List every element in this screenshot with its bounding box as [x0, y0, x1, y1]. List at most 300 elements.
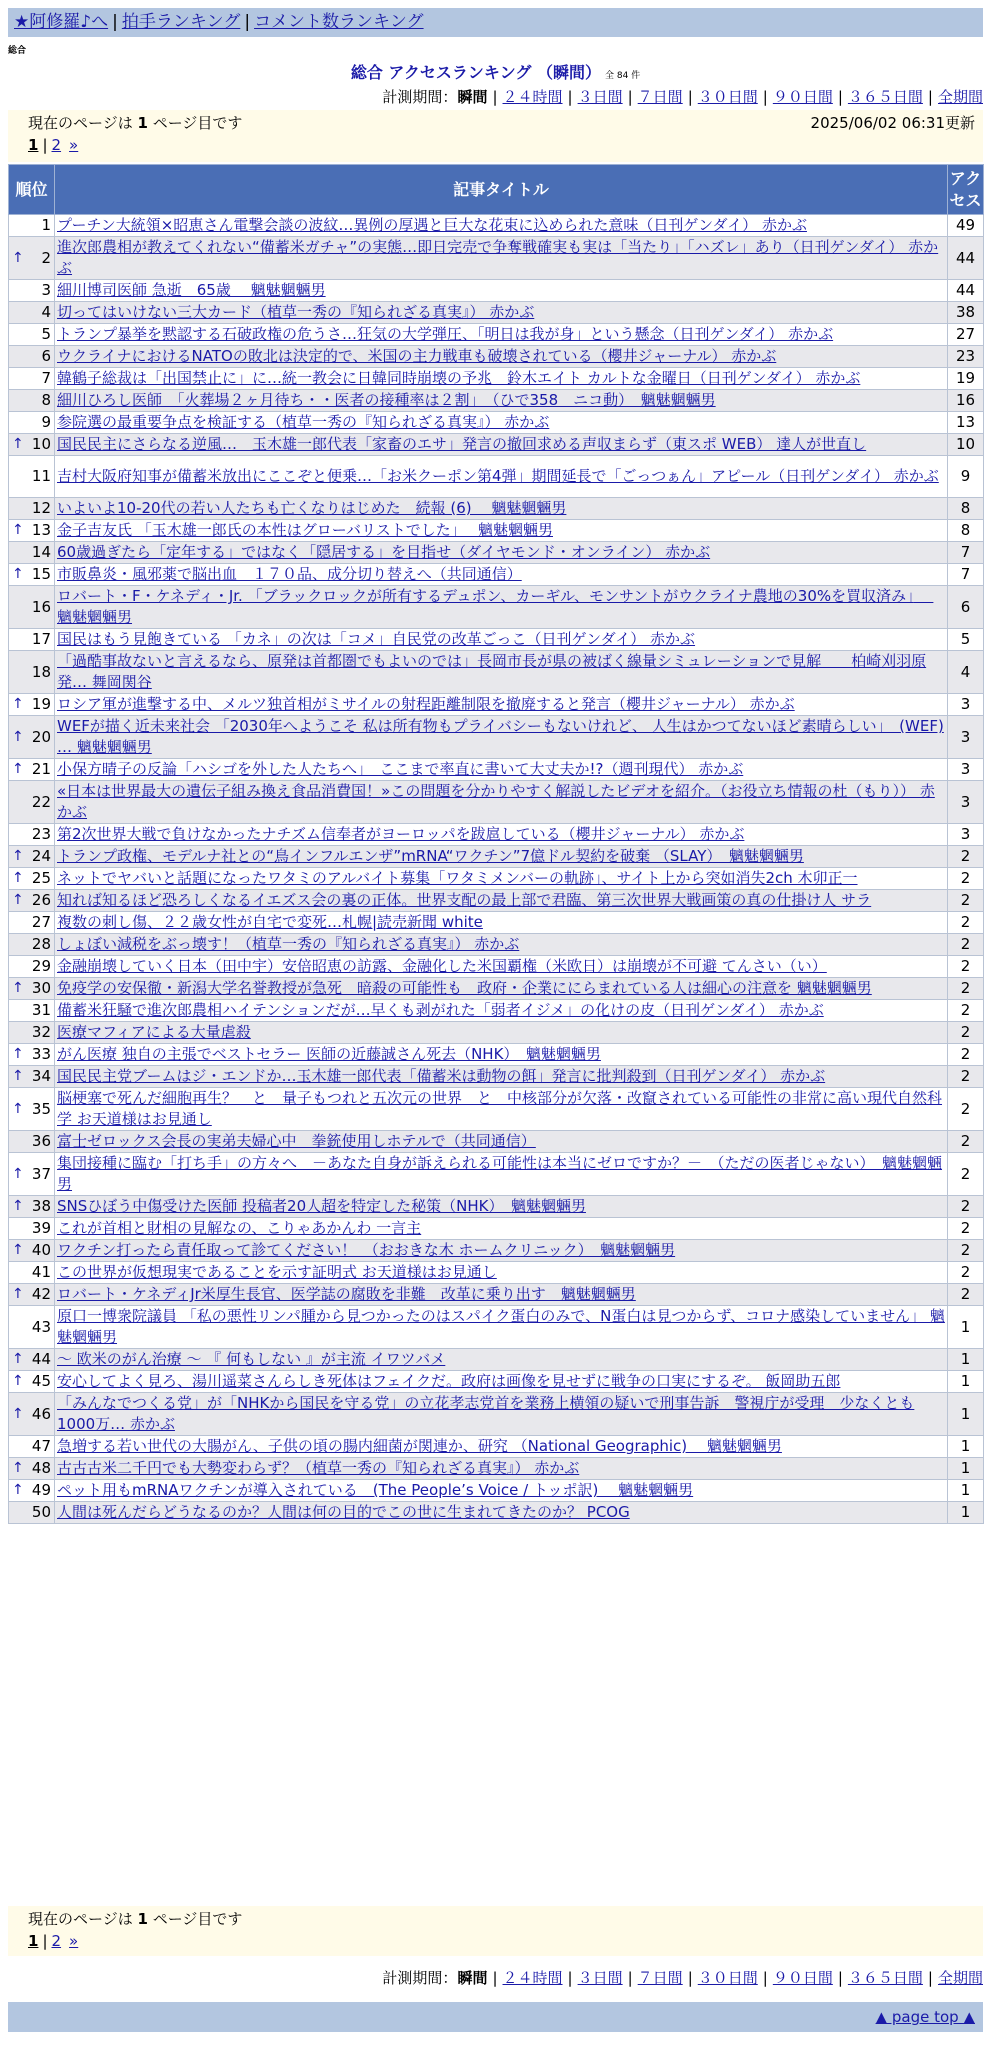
- access-count: 38: [948, 302, 984, 324]
- up-arrow-icon: ↑: [12, 1351, 24, 1367]
- table-row: [9, 694, 984, 716]
- nav-link-applause-ranking[interactable]: 拍手ランキング: [121, 12, 241, 32]
- period-link-30d[interactable]: ３０日間: [697, 88, 758, 106]
- table-row: [9, 1262, 984, 1284]
- article-title-link[interactable]: 国民民主にさらなる逆風… 玉木雄一郎代表「家畜のエサ」発言の撤回求める声収まらず（東スポ WEB） 達人が世直し: [57, 435, 867, 453]
- rank-number: 3: [41, 281, 51, 299]
- rank-number: 44: [31, 1350, 51, 1368]
- rank-number: 20: [31, 727, 51, 746]
- access-count: 1: [948, 1502, 984, 1524]
- table-row: [9, 934, 984, 956]
- title-cell: [55, 542, 948, 564]
- rank-number: 38: [31, 1197, 51, 1215]
- table-row: [9, 456, 984, 498]
- access-count: 7: [948, 564, 984, 586]
- access-count: 23: [948, 346, 984, 368]
- access-count: 2: [948, 978, 984, 1000]
- access-count: 3: [948, 781, 984, 824]
- period-link-3d[interactable]: ３日間: [577, 88, 623, 106]
- table-row: [9, 1196, 984, 1218]
- rank-number: 35: [31, 1099, 51, 1118]
- rank-cell: [9, 1066, 55, 1088]
- rank-number: 17: [31, 630, 51, 648]
- pagination-bottom: 1 | 2 »: [28, 1932, 79, 1950]
- title-cell: [55, 215, 948, 237]
- table-row: [9, 412, 984, 434]
- table-row: [9, 1088, 984, 1131]
- access-count: 9: [948, 456, 984, 498]
- article-title-link[interactable]: 細川ひろし医師 「火葬場２ヶ月待ち・・医者の接種率は２割」 （ひで358 ニコ動） 魑魅魍魎男: [57, 391, 716, 409]
- rank-cell: [9, 215, 55, 237]
- rank-cell: [9, 542, 55, 564]
- rank-number: 41: [31, 1263, 51, 1281]
- article-title-link[interactable]: この世界が仮想現実であることを示す証明式 お天道様はお見通し: [57, 1263, 497, 1281]
- access-count: 2: [948, 846, 984, 868]
- table-row: [9, 1480, 984, 1502]
- rank-cell: [9, 434, 55, 456]
- rank-number: 37: [31, 1164, 51, 1183]
- rank-cell: [9, 1022, 55, 1044]
- pager-top: [8, 110, 983, 162]
- article-title-link[interactable]: がん医療 独自の主張でベストセラー 医師の近藤誠さん死去（NHK） 魑魅魍魎男: [57, 1045, 601, 1063]
- article-title-link[interactable]: これが首相と財相の見解なの、こりゃあかんわ 一言主: [57, 1219, 422, 1237]
- article-title-link[interactable]: 国民はもう見飽きている 「カネ」の次は「コメ」自民党の改革ごっこ（日刊ゲンダイ） 赤かぶ: [57, 630, 696, 648]
- table-row: [9, 912, 984, 934]
- rank-cell: [9, 781, 55, 824]
- title-cell: [55, 1436, 948, 1458]
- rank-number: 6: [41, 347, 51, 365]
- article-title-link[interactable]: トランプ政権、モデルナ社との“鳥インフルエンザ”mRNA“ワクチン”7億ドル契約を破棄 （SLAY） 魑魅魍魎男: [57, 847, 804, 865]
- rank-cell: [9, 1480, 55, 1502]
- article-title-link[interactable]: ロバート・ケネディJr米厚生長官、医学誌の腐敗を非難 改革に乗り出す 魑魅魍魎男: [57, 1285, 636, 1303]
- article-title-link[interactable]: WEFが描く近未来社会 「2030年へようこそ 私は所有物もプライバシーもないけれど、 人生はかつてないほど素晴らしい」 (WEF) … 魑魅魍魎男: [57, 717, 944, 756]
- rank-number: 4: [41, 303, 51, 321]
- access-count: 2: [948, 912, 984, 934]
- article-title-link[interactable]: 集団接種に臨む「打ち手」の方々へ －あなた自身が訴えられる可能性は本当にゼロですか？－ （ただの医者じゃない） 魑魅魍魎男: [57, 1154, 943, 1193]
- table-row: [9, 759, 984, 781]
- rank-cell: [9, 1153, 55, 1196]
- article-title-link[interactable]: 60歳過ぎたら「定年する」ではなく「隠居する」を目指せ（ダイヤモンド・オンライン） 赤かぶ: [57, 543, 711, 561]
- period-label: 計測期間：: [382, 88, 458, 106]
- rank-cell: [9, 1371, 55, 1393]
- access-count: 2: [948, 1044, 984, 1066]
- title-cell: [55, 846, 948, 868]
- up-arrow-icon: ↑: [12, 1198, 24, 1214]
- table-row: [9, 302, 984, 324]
- article-title-link[interactable]: ロシア軍が進撃する中、メルツ独首相がミサイルの射程距離制限を撤廃すると発言（櫻井ジャーナル） 赤かぶ: [57, 695, 795, 713]
- rank-number: 16: [31, 597, 51, 616]
- title-cell: [55, 694, 948, 716]
- title-cell: [55, 302, 948, 324]
- rank-number: 43: [31, 1317, 51, 1336]
- rank-cell: [9, 302, 55, 324]
- page-1-current: 1: [28, 1932, 39, 1950]
- table-row: [9, 651, 984, 694]
- access-count: 5: [948, 629, 984, 651]
- article-title-link[interactable]: プーチン大統領×昭恵さん電撃会談の波紋…異例の厚遇と巨大な花束に込められた意味（日刊ゲンダイ） 赤かぶ: [57, 216, 807, 234]
- table-row: [9, 1502, 984, 1524]
- access-count: 44: [948, 280, 984, 302]
- access-count: 10: [948, 434, 984, 456]
- rank-cell: [9, 1044, 55, 1066]
- up-arrow-icon: ↑: [12, 848, 24, 864]
- table-row: [9, 1371, 984, 1393]
- article-title-link[interactable]: 金融崩壊していく日本（田中宇）安倍昭恵の訪露、金融化した米国覇権（米欧日）は崩壊が不可避 てんさい（い）: [57, 957, 827, 975]
- table-row: [9, 1022, 984, 1044]
- access-count: 44: [948, 237, 984, 280]
- title-cell: [55, 1218, 948, 1240]
- title-cell: [55, 324, 948, 346]
- article-title-link[interactable]: ロバート・F・ケネディ・Jr. 「ブラックロックが所有するデュポン、カーギル、モンサントがウクライナ農地の30%を買収済み」 魑魅魍魎男: [57, 587, 934, 626]
- article-title-link[interactable]: いよいよ10-20代の若い人たちも亡くなりはじめた 続報 (6) 魑魅魍魎男: [57, 499, 567, 517]
- article-title-link[interactable]: SNSひぼう中傷受けた医師 投稿者20人超を特定した秘策（NHK） 魑魅魍魎男: [57, 1197, 586, 1215]
- access-count: 16: [948, 390, 984, 412]
- article-title-link[interactable]: しょぼい減税をぶっ壊す！（植草一秀の『知られざる真実』） 赤かぶ: [57, 935, 520, 953]
- table-row: [9, 520, 984, 542]
- title-cell: [55, 868, 948, 890]
- article-title-link[interactable]: 人間は死んだらどうなるのか？人間は何の目的でこの世に生まれてきたのか？ PCOG: [57, 1503, 630, 1521]
- access-count: 2: [948, 1066, 984, 1088]
- title-cell: [55, 1349, 948, 1371]
- rank-number: 24: [31, 847, 51, 865]
- access-count: 2: [948, 934, 984, 956]
- table-row: [9, 1131, 984, 1153]
- up-arrow-icon: ↑: [12, 1460, 24, 1476]
- nav-separator: |: [112, 12, 118, 32]
- rank-number: 30: [31, 979, 51, 997]
- table-row: [9, 824, 984, 846]
- rank-number: 8: [41, 391, 51, 409]
- access-count: 1: [948, 1458, 984, 1480]
- period-current: 瞬間: [457, 1969, 488, 1987]
- table-row: [9, 781, 984, 824]
- title-cell: [55, 520, 948, 542]
- article-title-link[interactable]: 原口一博衆院議員 「私の悪性リンパ腫から見つかったのはスパイク蛋白のみで、N蛋白は見つからず、コロナ感染していません」 魑魅魍魎男: [57, 1307, 945, 1346]
- rank-cell: [9, 390, 55, 412]
- access-count: 2: [948, 1000, 984, 1022]
- access-count: 2: [948, 1088, 984, 1131]
- title-cell: [55, 759, 948, 781]
- period-link-7d[interactable]: ７日間: [637, 1969, 683, 1987]
- title-cell: [55, 824, 948, 846]
- access-count: 1: [948, 1306, 984, 1349]
- article-title-link[interactable]: «日本は世界最大の遺伝子組み換え食品消費国！»この問題を分かりやすく解説したビデオを紹介。（お役立ち情報の杜（もり）） 赤かぶ: [57, 782, 935, 821]
- title-cell: [55, 1044, 948, 1066]
- access-count: 4: [948, 651, 984, 694]
- title-cell: [55, 1262, 948, 1284]
- table-row: [9, 324, 984, 346]
- rank-number: 1: [41, 216, 51, 234]
- period-link-all[interactable]: 全期間: [937, 1969, 983, 1987]
- title-cell: [55, 956, 948, 978]
- bottom-bar: [8, 2002, 983, 2032]
- article-title-link[interactable]: ～ 欧米のがん治療 ～ 『 何もしない 』が主流 イワツバメ: [57, 1350, 446, 1368]
- period-link-30d[interactable]: ３０日間: [697, 1969, 758, 1987]
- access-count: 2: [948, 1218, 984, 1240]
- period-current: 瞬間: [457, 88, 488, 106]
- period-link-24h[interactable]: ２４時間: [502, 1969, 563, 1987]
- rank-cell: [9, 1284, 55, 1306]
- period-link-24h[interactable]: ２４時間: [502, 88, 563, 106]
- article-title-link[interactable]: 第2次世界大戦で負けなかったナチズム信奉者がヨーロッパを跋扈している（櫻井ジャーナル） 赤かぶ: [57, 825, 745, 843]
- article-title-link[interactable]: 免疫学の安保徹・新潟大学名誉教授が急死 暗殺の可能性も 政府・企業ににらまれている人は細心の注意を 魑魅魍魎男: [57, 979, 872, 997]
- article-title-link[interactable]: 富士ゼロックス会長の実弟夫婦心中 拳銃使用しホテルで（共同通信）: [57, 1132, 536, 1150]
- article-title-link[interactable]: ウクライナにおけるNATOの敗北は決定的で、米国の主力戦車も破壊されている（櫻井ジャーナル） 赤かぶ: [57, 347, 777, 365]
- access-count: 1: [948, 1436, 984, 1458]
- rank-cell: [9, 978, 55, 1000]
- rank-cell: [9, 586, 55, 629]
- article-title-link[interactable]: 脳梗塞で死んだ細胞再生？ と 量子もつれと五次元の世界 と 中核部分が欠落・改竄されている可能性の非常に高い現代自然科学 お天道様はお見通し: [57, 1089, 943, 1128]
- period-link-90d[interactable]: ９０日間: [772, 88, 833, 106]
- rank-cell: [9, 1306, 55, 1349]
- article-title-link[interactable]: 金子吉友氏 「玉木雄一郎氏の本性はグローバリストでした」 魑魅魍魎男: [57, 521, 553, 539]
- access-count: 2: [948, 1131, 984, 1153]
- up-arrow-icon: ↑: [12, 1165, 24, 1182]
- access-count: 49: [948, 215, 984, 237]
- article-title-link[interactable]: 細川博司医師 急逝 65歳 魑魅魍魎男: [57, 281, 326, 299]
- table-row: [9, 1458, 984, 1480]
- table-row: [9, 1240, 984, 1262]
- up-arrow-icon: ↑: [12, 566, 24, 582]
- access-count: 2: [948, 868, 984, 890]
- rank-number: 13: [31, 521, 51, 539]
- page-top-link[interactable]: ▲ page top ▲: [875, 2008, 975, 2026]
- current-page-text: 現在のページは 1 ページ目です: [28, 114, 243, 132]
- rank-number: 46: [31, 1404, 51, 1423]
- period-link-7d[interactable]: ７日間: [637, 88, 683, 106]
- title-cell: [55, 1393, 948, 1436]
- title-cell: [55, 716, 948, 759]
- table-row: [9, 237, 984, 280]
- up-arrow-icon: ↑: [12, 761, 24, 777]
- access-count: 2: [948, 1262, 984, 1284]
- article-title-link[interactable]: トランプ暴挙を黙認する石破政権の危うさ…狂気の大学弾圧、「明日は我が身」という懸念（日刊ゲンダイ） 赤かぶ: [57, 325, 834, 343]
- rank-cell: [9, 890, 55, 912]
- access-count: 2: [948, 1196, 984, 1218]
- article-title-link[interactable]: 切ってはいけない三大カード（植草一秀の『知られざる真実』） 赤かぶ: [57, 303, 535, 321]
- access-count: 2: [948, 1284, 984, 1306]
- rank-number: 26: [31, 891, 51, 909]
- rank-number: 25: [31, 869, 51, 887]
- rank-cell: [9, 498, 55, 520]
- article-title-link[interactable]: 吉村大阪府知事が備蓄米放出にここぞと便乗…「お米クーポン第4弾」期間延長で「ごっつぁん」アピール（日刊ゲンダイ） 赤かぶ: [57, 467, 939, 485]
- title-cell: [55, 368, 948, 390]
- title-cell: [55, 934, 948, 956]
- table-row: [9, 1349, 984, 1371]
- nav-link-comment-ranking[interactable]: コメント数ランキング: [254, 12, 424, 32]
- up-arrow-icon: ↑: [12, 892, 24, 908]
- up-arrow-icon: ↑: [12, 728, 24, 745]
- table-row: [9, 1044, 984, 1066]
- article-title-link[interactable]: 国民民主党ブームはジ・エンドか…玉木雄一郎代表「備蓄米は動物の餌」発言に批判殺到（日刊ゲンダイ） 赤かぶ: [57, 1067, 826, 1085]
- period-link-all[interactable]: 全期間: [937, 88, 983, 106]
- access-count: 19: [948, 368, 984, 390]
- next-page-link[interactable]: »: [69, 1932, 79, 1950]
- article-title-link[interactable]: 参院選の最重要争点を検証する（植草一秀の『知られざる真実』） 赤かぶ: [57, 413, 550, 431]
- title-cell: [55, 1458, 948, 1480]
- category-tag: 総合: [8, 46, 27, 56]
- title-cell: [55, 651, 948, 694]
- rank-cell: [9, 912, 55, 934]
- table-row: [9, 1066, 984, 1088]
- rank-number: 36: [31, 1132, 51, 1150]
- rank-number: 2: [41, 248, 51, 267]
- access-count: 3: [948, 824, 984, 846]
- period-link-365d[interactable]: ３６５日間: [847, 1969, 923, 1987]
- table-row: [9, 956, 984, 978]
- title-cell: [55, 1088, 948, 1131]
- article-title-link[interactable]: 医療マフィアによる大量虐殺: [57, 1023, 251, 1041]
- rank-cell: [9, 934, 55, 956]
- nav-link-asyura[interactable]: ★阿修羅♪へ: [14, 12, 109, 32]
- rank-cell: [9, 1436, 55, 1458]
- header-access: アクセス: [948, 165, 984, 215]
- article-title-link[interactable]: 急増する若い世代の大腸がん、子供の頃の腸内細菌が関連か、研究 （National Geographic) 魑魅魍魎男: [57, 1437, 782, 1455]
- article-title-link[interactable]: ネットでヤバいと話題になったワタミのアルバイト募集「ワタミメンバーの軌跡」、サイト上から突如消失2ch 木卯正一: [57, 869, 858, 887]
- article-title-link[interactable]: 韓鶴子総裁は「出国禁止に」に…統一教会に日韓同時崩壊の予兆 鈴木エイト カルトな金曜日（日刊ゲンダイ） 赤かぶ: [57, 369, 861, 387]
- title-cell: [55, 1131, 948, 1153]
- table-row: [9, 280, 984, 302]
- rank-cell: [9, 520, 55, 542]
- rank-cell: [9, 412, 55, 434]
- pager-bottom: [8, 1906, 983, 1956]
- article-title-link[interactable]: 市販鼻炎・風邪薬で脳出血 １７０品、成分切り替えへ（共同通信）: [57, 565, 522, 583]
- up-arrow-icon: ↑: [12, 1286, 24, 1302]
- rank-cell: [9, 1000, 55, 1022]
- title-cell: [55, 1066, 948, 1088]
- title-cell: [55, 237, 948, 280]
- table-row: [9, 868, 984, 890]
- table-row: [9, 564, 984, 586]
- rank-cell: [9, 759, 55, 781]
- rank-number: 23: [31, 825, 51, 843]
- period-link-365d[interactable]: ３６５日間: [847, 88, 923, 106]
- page-2-link[interactable]: 2: [51, 1932, 62, 1950]
- page-1-current: 1: [28, 136, 39, 154]
- access-count: 3: [948, 694, 984, 716]
- rank-number: 31: [31, 1001, 51, 1019]
- article-title-link[interactable]: ペット用もmRNAワクチンが導入されている (The People’s Voice / トッポ訳) 魑魅魍魎男: [57, 1481, 694, 1499]
- access-count: 1: [948, 1371, 984, 1393]
- up-arrow-icon: ↑: [12, 249, 24, 266]
- access-count: 27: [948, 324, 984, 346]
- rank-number: 12: [31, 499, 51, 517]
- rank-cell: [9, 1218, 55, 1240]
- table-row: [9, 498, 984, 520]
- period-link-90d[interactable]: ９０日間: [772, 1969, 833, 1987]
- period-selector-bottom: 計測期間：瞬間 | ２４時間 | ３日間 | ７日間 | ３０日間 | ９０日間 | ３６５日間 | 全期間: [382, 1969, 983, 1987]
- rank-cell: [9, 1502, 55, 1524]
- table-row: [9, 368, 984, 390]
- page-title-text: 総合 アクセスランキング （瞬間）: [350, 63, 601, 82]
- article-title-link[interactable]: 進次郎農相が教えてくれない“備蓄米ガチャ”の実態…即日完売で争奪戦確実も実は「当たり」「ハズレ」あり（日刊ゲンダイ） 赤かぶ: [57, 238, 939, 277]
- rank-number: 7: [41, 369, 51, 387]
- page-2-link[interactable]: 2: [51, 136, 62, 154]
- article-title-link[interactable]: 古古古米二千円でも大勢変わらず？（植草一秀の『知られざる真実』） 赤かぶ: [57, 1459, 580, 1477]
- rank-number: 29: [31, 957, 51, 975]
- title-cell: [55, 346, 948, 368]
- rank-cell: [9, 237, 55, 280]
- title-cell: [55, 1284, 948, 1306]
- title-cell: [55, 912, 948, 934]
- title-cell: [55, 1371, 948, 1393]
- rank-number: 48: [31, 1459, 51, 1477]
- rank-cell: [9, 1393, 55, 1436]
- access-count: 2: [948, 1022, 984, 1044]
- rank-cell: [9, 564, 55, 586]
- rank-number: 45: [31, 1372, 51, 1390]
- article-title-link[interactable]: 備蓄米狂騒で進次郎農相ハイテンションだが…早くも剥がれた「弱者イジメ」の化けの皮（日刊ゲンダイ） 赤かぶ: [57, 1001, 824, 1019]
- rank-cell: [9, 629, 55, 651]
- title-cell: [55, 1240, 948, 1262]
- rank-number: 33: [31, 1045, 51, 1063]
- title-cell: [55, 456, 948, 498]
- up-arrow-icon: ↑: [12, 696, 24, 712]
- rank-cell: [9, 1262, 55, 1284]
- rank-number: 22: [31, 792, 51, 811]
- article-title-link[interactable]: 複数の刺し傷、２２歳女性が自宅で変死…札幌|読売新聞 white: [57, 913, 483, 931]
- title-cell: [55, 1480, 948, 1502]
- table-row: [9, 586, 984, 629]
- rank-number: 42: [31, 1285, 51, 1303]
- rank-number: 34: [31, 1067, 51, 1085]
- title-cell: [55, 629, 948, 651]
- article-title-link[interactable]: 知れば知るほど恐ろしくなるイエズス会の裏の正体。世界支配の最上部で君臨、第三次世界大戦画策の真の仕掛け人 サラ: [57, 891, 872, 909]
- rank-cell: [9, 1240, 55, 1262]
- rank-number: 11: [31, 467, 51, 485]
- rank-number: 21: [31, 760, 51, 778]
- rank-number: 15: [31, 565, 51, 583]
- article-title-link[interactable]: 小保方晴子の反論「ハシゴを外した人たちへ」 ここまで率直に書いて大丈夫か!?（週刊現代） 赤かぶ: [57, 760, 744, 778]
- up-arrow-icon: ↑: [12, 1046, 24, 1062]
- article-title-link[interactable]: 「過酷事故ないと言えるなら、原発は首都圏でもよいのでは」長岡市長が県の被ばく線量シミュレーションで見解 柏崎刈羽原発… 舞岡関谷: [57, 652, 927, 691]
- title-cell: [55, 1196, 948, 1218]
- article-title-link[interactable]: 「みんなでつくる党」が「NHKから国民を守る党」の立花孝志党首を業務上横領の疑いで刑事告訴 警視庁が受理 少なくとも1000万… 赤かぶ: [57, 1394, 915, 1433]
- title-cell: [55, 434, 948, 456]
- access-count: 3: [948, 716, 984, 759]
- rank-number: 10: [31, 435, 51, 453]
- rank-number: 40: [31, 1241, 51, 1259]
- rank-number: 5: [41, 325, 51, 343]
- next-page-link[interactable]: »: [69, 136, 79, 154]
- up-arrow-icon: ↑: [12, 436, 24, 452]
- rank-cell: [9, 280, 55, 302]
- rank-cell: [9, 694, 55, 716]
- article-title-link[interactable]: 安心してよく見ろ、湯川遥菜さんらしき死体はフェイクだ。政府は画像を見せずに戦争の口実にするぞ。 飯岡助五郎: [57, 1372, 841, 1390]
- up-arrow-icon: ↑: [12, 1373, 24, 1389]
- rank-cell: [9, 1458, 55, 1480]
- title-cell: [55, 280, 948, 302]
- table-row: [9, 846, 984, 868]
- pagination: 1 | 2 »: [28, 136, 79, 154]
- up-arrow-icon: ↑: [12, 1068, 24, 1084]
- access-count: 1: [948, 1480, 984, 1502]
- rank-cell: [9, 868, 55, 890]
- access-count: 1: [948, 1349, 984, 1371]
- period-link-3d[interactable]: ３日間: [577, 1969, 623, 1987]
- updated-timestamp: 2025/06/02 06:31更新: [810, 114, 975, 132]
- period-label: 計測期間：: [382, 1969, 458, 1987]
- up-arrow-icon: ↑: [12, 1482, 24, 1498]
- header-title: 記事タイトル: [55, 165, 948, 215]
- rank-cell: [9, 651, 55, 694]
- rank-cell: [9, 1196, 55, 1218]
- rank-cell: [9, 846, 55, 868]
- rank-cell: [9, 368, 55, 390]
- article-title-link[interactable]: ワクチン打ったら責任取って診てください！ （おおきな木 ホームクリニック） 魑魅魍魎男: [57, 1241, 676, 1259]
- access-count: 2: [948, 1153, 984, 1196]
- access-count: 6: [948, 586, 984, 629]
